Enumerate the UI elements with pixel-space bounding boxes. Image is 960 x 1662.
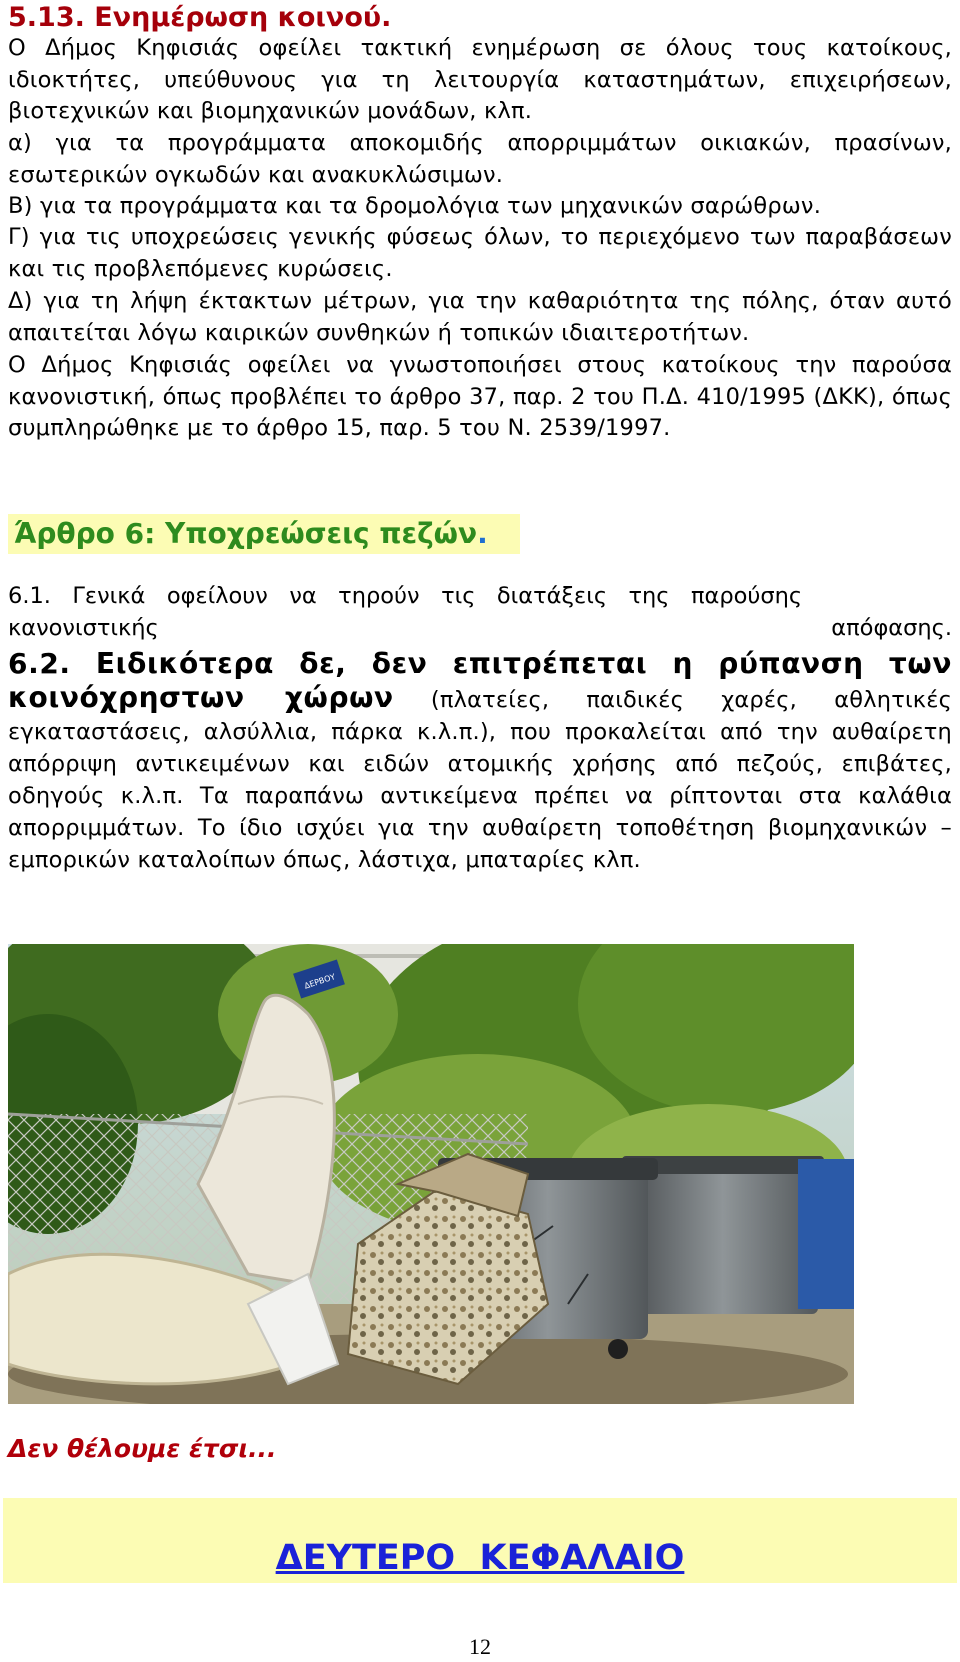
paragraph-6-2-body: (πλατείες, παιδικές χαρές, αθλητικές εγκαταστάσεις, αλσύλλια, πάρκα κ.λ.π.), που προκαλείται από την αυθαίρετη απόρριψη αντικειμένων και ειδών ατομικής χρήσης από πεζούς, επιβάτες, οδηγούς κ.λ.π. Τα παραπάνω αντικείμενα πρέπει να ρίπτονται στα καλάθια απορριμμάτων. Το ίδιο ισχύει για την αυθαίρετη τοποθέτηση βιομηχανικών – εμπορικών καταλοίπων όπως, λάστιχα, μπαταρίες κλπ.: [8, 687, 952, 873]
page-number: 12: [469, 1634, 491, 1659]
chapter-band: [3, 1498, 957, 1583]
article-title-dot: .: [477, 517, 488, 550]
item-c-paragraph: Γ) για τις υποχρεώσεις γενικής φύσεως όλων, το περιεχόμενο των παραβάσεων και τις προβλεπόμενες κυρώσεις.: [8, 224, 952, 282]
article-title-highlight: [8, 514, 520, 554]
item-b-paragraph: Β) για τα προγράμματα και τα δρομολόγια των μηχανικών σαρώθρων.: [8, 193, 822, 219]
photo-illustration: [8, 944, 854, 1404]
garbage-bin-rear: [622, 1156, 854, 1314]
chapter-heading-link[interactable]: ΔΕΥΤΕΡΟ ΚΕΦΑΛΑΙΟ: [275, 1538, 685, 1578]
street-sign-text: ΔΕΡΒΟΥ: [303, 972, 337, 991]
p61-left-word: κανονιστικής: [8, 615, 159, 641]
paragraph-6-2-lead: 6.2. Ειδικότερα δε, δεν επιτρέπεται η ρύπανση των κοινόχρηστων χώρων: [8, 647, 952, 714]
item-d-paragraph: Δ) για τη λήψη έκτακτων μέτρων, για την καθαριότητα της πόλης, όταν αυτό απαιτείται λόγω καιρικών συνθηκών ή τοπικών ιδιαιτεροτήτων.: [8, 288, 952, 346]
closing-paragraph: Ο Δήμος Κηφισιάς οφείλει να γνωστοποιήσει στους κατοίκους την παρούσα κανονιστική, όπως προβλέπει το άρθρο 37, παρ. 2 του Π.Δ. 410/1995 (ΔΚΚ), όπως συμπληρώθηκε με το άρθρο 15, παρ. 5 του Ν. 2539/1997.: [8, 352, 952, 441]
article-title: Άρθρο 6: Υποχρεώσεις πεζών.: [14, 517, 488, 550]
section-title: 5.13. Ενημέρωση κοινού.: [8, 2, 392, 33]
paragraph-6-1-line2: [8, 613, 952, 645]
photo-caption: Δεν θέλουμε έτσι...: [8, 1434, 277, 1463]
paragraph-6-2: [8, 648, 952, 876]
paragraph-6-1-line1: 6.1. Γενικά οφείλουν να τηρούν τις διατάξεις της παρούσης: [8, 583, 803, 609]
p61-right-word: απόφασης.: [831, 615, 952, 641]
item-a-paragraph: α) για τα προγράμματα αποκομιδής απορριμμάτων οικιακών, πρασίνων, εσωτερικών ογκωδών και ανακυκλώσιμων.: [8, 130, 952, 188]
dumped-furniture-photo: [8, 944, 854, 1404]
section-intro-paragraph: Ο Δήμος Κηφισιάς οφείλει τακτική ενημέρωση σε όλους τους κατοίκους, ιδιοκτήτες, υπεύθυνους για τη λειτουργία καταστημάτων, επιχειρήσεων, βιοτεχνικών και βιομηχανικών μονάδων, κλπ.: [8, 35, 952, 124]
